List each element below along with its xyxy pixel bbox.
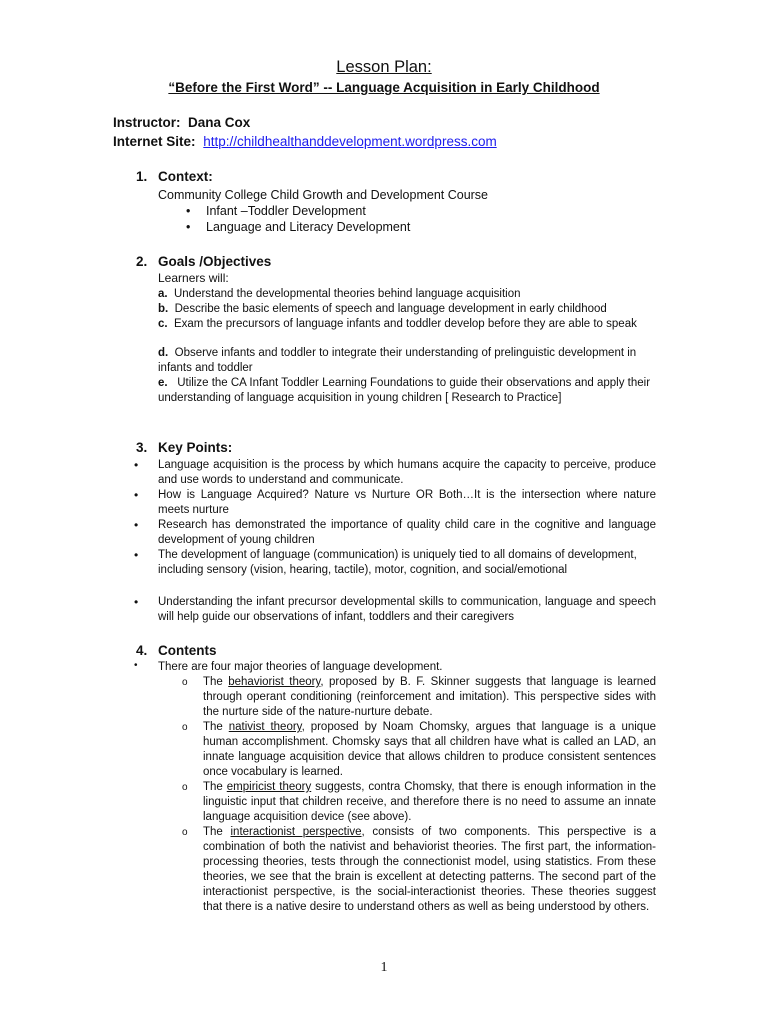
internet-site-label: Internet Site: [113,134,196,149]
goal-label: d. [158,347,169,359]
context-item: Infant –Toddler Development [206,204,366,218]
goal-text: Understand the developmental theories behind language acquisition [173,288,521,300]
goal-item [158,302,656,317]
page-subtitle: “Before the First Word” -- Language Acquisition in Early Childhood [168,80,600,95]
section-number: 3. [136,440,148,455]
key-point: How is Language Acquired? Nature vs Nurture OR Both…It is the intersection where nature meets nurture [158,489,656,516]
key-point: Understanding the infant precursor developmental skills to communication, language and speech will help guide our observations of infant, toddlers and their caregivers [158,596,656,623]
theory-pre: The [203,826,231,838]
theory-pre: The [203,781,227,793]
key-point: Language acquisition is the process by which humans acquire the capacity to perceive, produce and use words to understand and communicate. [158,459,656,486]
bullet-icon: • [186,204,191,218]
theory-pre: The [203,721,229,733]
internet-site-line [113,134,497,149]
bullet-icon: • [134,458,139,472]
hollow-bullet-icon: o [182,827,188,838]
section-number: 1. [136,169,148,184]
section-key-points-heading [136,440,232,455]
section-title: Key Points: [158,440,233,455]
bullet-icon: • [134,488,139,502]
goal-text: Observe infants and toddler to integrate their understanding of prelinguistic development in infants and toddler [158,347,637,374]
hollow-bullet-icon: o [182,677,188,688]
theory-item [203,780,656,825]
theory-item [203,675,656,720]
goal-label: a. [158,288,168,300]
context-course: Community College Child Growth and Development Course [158,188,489,202]
page-title: Lesson Plan: [336,58,432,76]
theory-pre: The [203,676,229,688]
theory-text: , consists of two components. This perspective is a combination of both the nativist and behaviorist theories. The first part, the information-processing theories, tests through the connectionist model, using statistics. From these theories, we see that the brain is excellent at detecting patterns. The second part of the interactionist perspective, is the social-interactionist theories. These theories suggest that there is a native desire to understand others as well as being understood by others. [203,826,657,913]
bullet-icon: • [134,518,139,532]
theory-term: empiricist theory [226,781,312,793]
instructor-line [113,115,250,130]
section-title: Context: [158,169,213,184]
goal-item [158,317,656,332]
section-context-heading [136,169,213,184]
goal-item [158,376,656,406]
goal-label: c. [158,318,168,330]
theory-text: , proposed by B. F. Skinner suggests that language is learned through operant conditioning (reinforcement and imitation). This perspective sides with the nurture side of the nature-nurture debate. [203,676,656,718]
bullet-icon: • [134,548,139,562]
goal-text: Describe the basic elements of speech and language development in early childhood [174,303,607,315]
theory-term: behaviorist theory [228,676,321,688]
goal-item [158,346,656,376]
goal-item [158,287,656,302]
goals-intro: Learners will: [158,271,229,285]
hollow-bullet-icon: o [182,722,188,733]
key-point: The development of language (communication) is uniquely tied to all domains of development, including sensory (vision, hearing, tactile), motor, cognition, and social/emotional [158,549,637,576]
bullet-icon: • [134,595,139,609]
theory-text: suggests, contra Chomsky, that there is enough information in the linguistic input that children receive, and therefore there is no need to assume an innate language acquisition device (see above). [203,781,656,823]
theory-term: interactionist perspective [230,826,362,838]
theory-term: nativist theory [228,721,302,733]
instructor-name: Dana Cox [188,115,251,130]
bullet-icon: • [186,220,191,234]
key-point: Research has demonstrated the importance of quality child care in the cognitive and language development of young children [158,519,656,546]
section-goals-heading [136,254,271,269]
goal-text: Utilize the CA Infant Toddler Learning Foundations to guide their observations and apply their understanding of language acquisition in young children [ Research to Practice] [158,377,651,404]
goal-label: b. [158,303,169,315]
bullet-icon: • [134,660,138,671]
theory-item [203,720,656,780]
section-title: Goals /Objectives [158,254,272,269]
theory-item [203,825,656,915]
section-contents-heading [136,643,217,658]
context-item: Language and Literacy Development [206,220,411,234]
internet-site-link[interactable]: http://childhealthanddevelopment.wordpress.com [203,134,497,149]
page-number: 1 [380,960,388,975]
section-number: 2. [136,254,148,269]
contents-intro: There are four major theories of language development. [158,661,443,673]
goal-text: Exam the precursors of language infants and toddler develop before they are able to speak [173,318,637,330]
section-title: Contents [158,643,217,658]
theory-text: , proposed by Noam Chomsky, argues that language is a unique human accomplishment. Chomsky says that all children have what is called an LAD, an innate language acquisition device that allows children to produce consistent sentences once vocabulary is learned. [203,721,656,778]
section-number: 4. [136,643,148,658]
hollow-bullet-icon: o [182,782,188,793]
instructor-label: Instructor: [113,115,181,130]
goal-label: e. [158,377,168,389]
